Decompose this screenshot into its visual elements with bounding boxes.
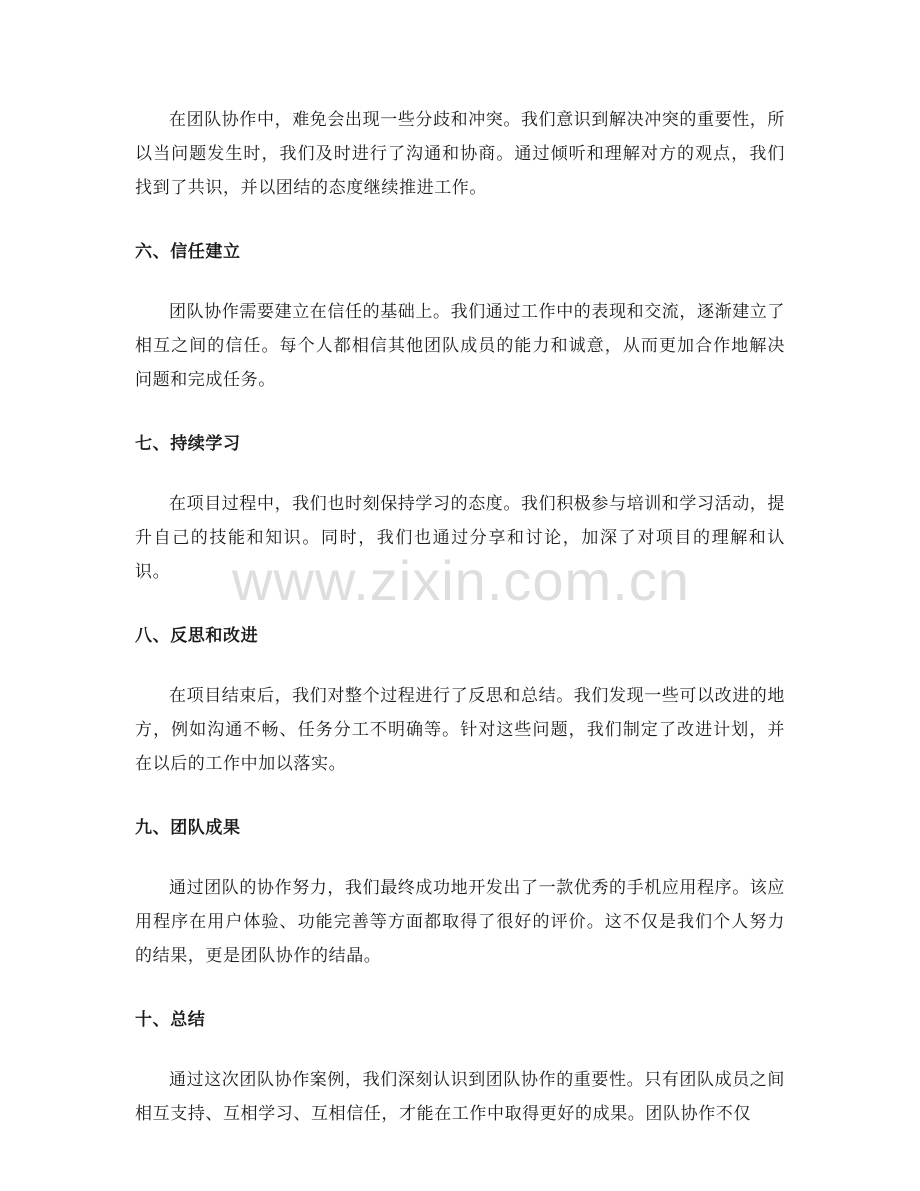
- section-heading-reflection: 八、反思和改进: [135, 626, 259, 646]
- section-paragraph-summary: 通过这次团队协作案例，我们深刻认识到团队协作的重要性。只有团队成员之间相互支持、互相学习、互相信任，才能在工作中取得更好的成果。团队协作不仅: [135, 1070, 785, 1124]
- watermark-text: www.zixin.com.cn: [232, 549, 690, 612]
- section-heading-summary: 十、总结: [135, 1010, 206, 1030]
- intro-paragraph: 在团队协作中，难免会出现一些分歧和冲突。我们意识到解决冲突的重要性，所以当问题发生时，我们及时进行了沟通和协商。通过倾听和理解对方的观点，我们找到了共识，并以团结的态度继续推进工作。: [135, 110, 785, 198]
- document-body: [135, 103, 785, 1131]
- section-paragraph-learning: 在项目过程中，我们也时刻保持学习的态度。我们积极参与培训和学习活动，提升自己的技能和知识。同时，我们也通过分享和讨论，加深了对项目的理解和认识。: [135, 494, 785, 582]
- section-paragraph-trust: 团队协作需要建立在信任的基础上。我们通过工作中的表现和交流，逐渐建立了相互之间的信任。每个人都相信其他团队成员的能力和诚意，从而更加合作地解决问题和完成任务。: [135, 302, 785, 390]
- section-paragraph-reflection: 在项目结束后，我们对整个过程进行了反思和总结。我们发现一些可以改进的地方，例如沟通不畅、任务分工不明确等。针对这些问题，我们制定了改进计划，并在以后的工作中加以落实。: [135, 686, 785, 774]
- section-heading-results: 九、团队成果: [135, 818, 241, 838]
- section-paragraph-results: 通过团队的协作努力，我们最终成功地开发出了一款优秀的手机应用程序。该应用程序在用户体验、功能完善等方面都取得了很好的评价。这不仅是我们个人努力的结果，更是团队协作的结晶。: [135, 878, 785, 966]
- section-heading-learning: 七、持续学习: [135, 434, 241, 454]
- section-heading-trust: 六、信任建立: [135, 242, 241, 262]
